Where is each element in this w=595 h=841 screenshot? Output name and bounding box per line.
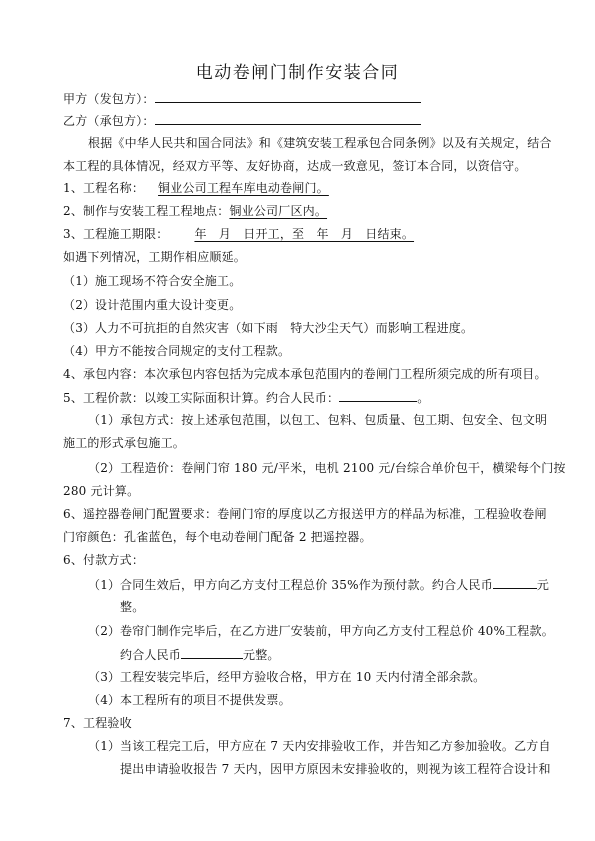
- payment-item-tail: 元: [536, 578, 550, 592]
- item-3-value: 年 月 日开工，至 年 月 日结束。: [194, 227, 415, 241]
- acceptance-item-number: （1）: [88, 739, 121, 753]
- acceptance-item-1: [88, 738, 551, 754]
- payment-item-text: 卷帘门制作完毕后，在乙方进厂安装前，甲方向乙方支付工程总价 40%工程款。: [120, 624, 554, 638]
- item-5-sub2-line-1: （2）工程造价：卷闸门帘 180 元/平米，电机 2100 元/台综合单价包干，横梁每个门按: [88, 461, 566, 475]
- delay-item-number: （4）: [63, 344, 96, 358]
- payment-item-number: （1）: [88, 578, 121, 592]
- item-4-scope: 4、承包内容：本次承包内容包括为完成本承包范围内的卷闸门工程所须完成的所有项目。: [63, 367, 547, 381]
- delay-item-text: 人力不可抗拒的自然灾害（如下雨 特大沙尘天气）而影响工程进度。: [95, 321, 474, 335]
- acceptance-item-1-cont: 提出申请验收报告 7 天内，因甲方原因未安排验收的，则视为该工程符合设计和: [120, 762, 551, 776]
- payment-item-2-suffix: 元整。: [243, 648, 280, 662]
- delay-item: [63, 320, 473, 336]
- payment-item-text: 本工程所有的项目不提供发票。: [120, 693, 291, 707]
- item-6-remote-line-2: 门帘颜色：孔雀蓝色，每个电动卷闸门配备 2 把遥控器。: [63, 530, 372, 544]
- party-b-line: [63, 112, 421, 129]
- item-3-label: 3、工程施工期限：: [63, 227, 169, 241]
- item-2-label: 2、制作与安装工程工程地点：: [63, 204, 230, 218]
- payment-item-2-cont: [120, 646, 280, 663]
- payment-item-number: （3）: [88, 670, 121, 684]
- intro-line-1: 根据《中华人民共和国合同法》和《建筑安装工程承包合同条例》以及有关规定，结合: [88, 136, 552, 150]
- payment-item-number: （2）: [88, 624, 121, 638]
- payment-item-3: [88, 669, 485, 685]
- payment-item-1-cont: 整。: [120, 600, 145, 614]
- payment-item-text: 合同生效后，甲方向乙方支付工程总价 35%作为预付款。约合人民币: [120, 578, 493, 592]
- delay-item-number: （3）: [63, 321, 96, 335]
- payment-item-text: 工程安装完毕后，经甲方验收合格，甲方在 10 天内付清全部余款。: [120, 670, 486, 684]
- party-a-blank[interactable]: [155, 90, 421, 103]
- item-5-amount-blank[interactable]: [339, 389, 417, 402]
- item-1-label: 1、工程名称：: [63, 181, 145, 195]
- delay-item-text: 设计范围内重大设计变更。: [95, 298, 242, 312]
- delay-item: [63, 297, 241, 313]
- item-1-project-name: [63, 180, 329, 196]
- payment-item-2-prefix: 约合人民币: [120, 648, 182, 662]
- payment-item-2: [88, 623, 554, 639]
- item-5-sub1-line-2: 施工的形式承包施工。: [63, 436, 186, 450]
- delay-item-number: （1）: [63, 274, 96, 288]
- acceptance-item-text: 当该工程完工后，甲方应在 7 天内安排验收工作，并告知乙方参加验收。乙方自: [120, 739, 551, 753]
- document-title: 电动卷闸门制作安装合同: [195, 63, 400, 83]
- payment-item-4: [88, 692, 291, 708]
- item-6-remote-line-1: 6、遥控器卷闸门配置要求：卷闸门帘的厚度以乙方报送甲方的样品为标准，工程验收卷闸: [63, 507, 547, 521]
- delay-item-text: 施工现场不符合安全施工。: [95, 274, 242, 288]
- item-1-value: 铜业公司工程车库电动卷闸门。: [158, 181, 329, 195]
- delay-item-text: 甲方不能按合同规定的支付工程款。: [95, 344, 291, 358]
- item-5-label: 5、工程价款：以竣工实际面积计算。约合人民币：: [63, 391, 340, 405]
- item-5-sub1-line-1: （1）承包方式：按上述承包范围，以包工、包料、包质量、包工期、包安全、包文明: [88, 413, 548, 427]
- party-a-label: 甲方（发包方）：: [63, 92, 155, 106]
- party-b-label: 乙方（承包方）：: [63, 114, 155, 128]
- payment-1-amount-blank[interactable]: [493, 576, 537, 589]
- delay-item: [63, 343, 290, 359]
- item-7-heading: 7、工程验收: [63, 716, 132, 730]
- item-2-location: [63, 203, 327, 219]
- item-3-period: [63, 226, 414, 242]
- delay-intro: 如遇下列情况，工期作相应顺延。: [63, 250, 247, 264]
- payment-item-1: [88, 576, 549, 593]
- intro-line-2: 本工程的具体情况，经双方平等、友好协商，达成一致意见，签订本合同，以资信守。: [63, 159, 527, 173]
- item-5-sub2-line-2: 280 元计算。: [63, 484, 140, 498]
- item-6-payment-heading: 6、付款方式：: [63, 553, 145, 567]
- delay-item: [63, 273, 241, 289]
- item-2-value: 铜业公司厂区内。: [229, 204, 328, 218]
- item-5-price: 5、工程价款：以竣工实际面积计算。约合人民币： 。: [63, 391, 430, 405]
- party-a-line: [63, 90, 421, 107]
- delay-item-number: （2）: [63, 298, 96, 312]
- payment-item-number: （4）: [88, 693, 121, 707]
- party-b-blank[interactable]: [155, 112, 421, 125]
- payment-2-amount-blank[interactable]: [181, 646, 243, 659]
